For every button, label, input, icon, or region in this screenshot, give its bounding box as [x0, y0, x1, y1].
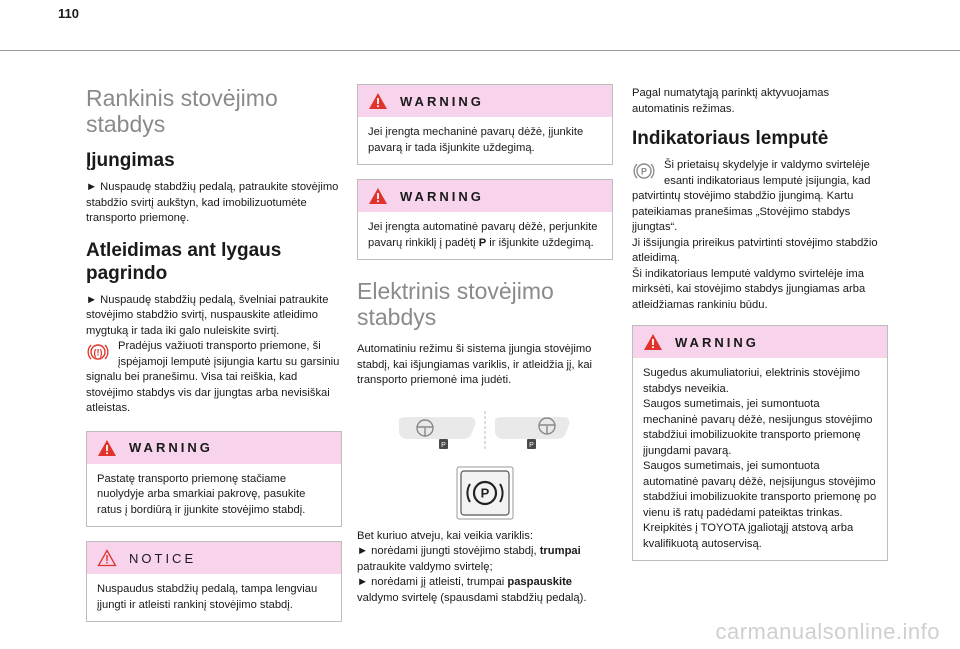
heading-release: Atleidimas ant lygaus pagrindo	[86, 239, 282, 284]
parking-brake-switch-icon	[457, 467, 513, 519]
bullet-text: patraukite valdymo svirtelę;	[357, 560, 493, 573]
warning-triangle-icon	[368, 187, 388, 205]
indicator-text-3: Ši indikatoriaus lemputė valdymo svirtelėje ima mirksėti, kai stovėjimo stabdys įjungiamas arba atleidžiamas rankiniu būdu.	[632, 267, 866, 311]
warning-line: Kreipkitės į TOYOTA įgaliotąjį atstovą arba kvalifikuotą autoservisą.	[643, 522, 854, 550]
svg-text:P: P	[529, 441, 534, 449]
heading-indicator: Indikatoriaus lemputė	[632, 128, 829, 149]
warning-box-manual-gearbox	[357, 84, 613, 165]
electric-brake-figure	[357, 405, 613, 521]
notice-text: Nuspaudus stabdžių pedalą, tampa lengviau įjungti ir atleisti rankinį stovėjimo stabdį.	[97, 583, 318, 611]
bullet-bold: trumpai	[539, 545, 581, 557]
header-rule	[0, 50, 960, 51]
warning-label: WARNING	[400, 188, 484, 204]
warning-label: WARNING	[400, 93, 484, 109]
warning-label: WARNING	[675, 334, 759, 350]
notice-triangle-icon	[97, 549, 117, 567]
page-number: 110	[58, 6, 79, 21]
section-title-electric-brake: Elektrinis stovėjimo stabdys	[357, 278, 554, 330]
section-title-manual-brake: Rankinis stovėjimo stabdys	[86, 85, 278, 137]
notice-box	[86, 541, 342, 622]
watermark: carmanualsonline.info	[715, 619, 940, 644]
warning-line: Saugos sumetimais, jei sumontuota mechaninė pavarų dėžė, nesijungus stovėjimo stabdžiui imobilizuokite transporto priemonę įjungdami pavarą.	[643, 398, 873, 457]
parking-brake-indicator-icon	[632, 159, 656, 183]
parking-brake-switch-illustration	[357, 405, 613, 521]
release-bullet	[357, 575, 613, 606]
warning-text: Pastatę transporto priemonę stačiame nuolydyje arba smarkiai pakrovę, pasukite ratus į bordiūrą ir įjunkite stovėjimo stabdį.	[97, 472, 306, 516]
warning-text	[368, 220, 602, 251]
warning-triangle-icon	[97, 439, 117, 457]
engine-running-text: Bet kuriuo atveju, kai veikia variklis:	[357, 529, 533, 542]
warning-triangle-icon	[368, 92, 388, 110]
warning-label: WARNING	[129, 440, 213, 455]
svg-text:(!): (!)	[93, 347, 103, 358]
svg-text:P: P	[640, 166, 648, 177]
electric-intro: Automatiniu režimu ši sistema įjungia stovėjimo stabdį, kai išjungiamas variklis, ir atleidžia jį, kai transporto priemonė ima judėti.	[357, 343, 593, 386]
warning-text-part: Jei įrengta automatinė pavarų dėžė, perjunkite pavarų rinkiklį į padėtį	[368, 221, 598, 249]
column-2	[357, 84, 613, 606]
release-text: ► Nuspaudę stabdžių pedalą, švelniai patraukite stovėjimo stabdžio svirtį, nuspauskite atleidimo mygtuką ir tada iki galo nuleiskite svirtį.	[86, 293, 329, 337]
warning-text: Jei įrengta mechaninė pavarų dėžė, įjunkite pavarą ir tada išjunkite uždegimą.	[368, 126, 584, 154]
engage-text: ► Nuspaudę stabdžių pedalą, patraukite stovėjimo stabdžio svirtį aukštyn, kad imobilizuotumėte transporto priemonę.	[86, 181, 339, 224]
default-mode-text: Pagal numatytąją parinktį aktyvuojamas automatinis režimas.	[632, 87, 830, 115]
column-1	[86, 72, 342, 636]
warning-box-slope	[86, 431, 342, 528]
indicator-text-2: Ji išsijungia prireikus patvirtinti stovėjimo stabdžio atleidimą.	[632, 236, 878, 264]
indicator-text: Ši prietaisų skydelyje ir valdymo svirtelėje esanti indikatoriaus lemputė įsijungia, kad patvirtintų stovėjimo stabdžio įjungimą. Kartu pateikiamas pranešimas „Stovėjimo stabdys įjungtas“.	[632, 159, 871, 233]
bullet-text: ► norėdami įjungti stovėjimo stabdį,	[357, 545, 540, 557]
parking-brake-indicator-icon	[86, 340, 110, 364]
svg-text:P: P	[441, 441, 446, 449]
bullet-text: valdymo svirtelę (spausdami stabdžių pedalą).	[357, 591, 587, 604]
release-indicator-text: Pradėjus važiuoti transporto priemone, ši įspėjamoji lemputė įsijungia kartu su garsiniu signalu bei pranešimu. Visa tai reiškia, kad stovėjimo stabdys vis dar įjungtas arba nevisiškai atleistas.	[86, 340, 340, 414]
apply-bullet	[357, 544, 613, 575]
warning-box-battery	[632, 325, 888, 561]
warning-text-bold: P	[478, 236, 487, 249]
warning-line: Saugos sumetimais, jei sumontuota automatinė pavarų dėžė, neįsijungus stovėjimo stabdžiui imobilizuokite transporto priemonę po vienu iš ratų padėdami pateiktas trinkas.	[643, 460, 877, 519]
warning-triangle-icon	[643, 333, 663, 351]
notice-label: NOTICE	[129, 550, 197, 566]
bullet-bold: paspauskite	[507, 576, 573, 588]
warning-text-part: ir išjunkite uždegimą.	[486, 236, 594, 249]
svg-text:P: P	[480, 485, 490, 500]
column-3	[632, 86, 888, 575]
bullet-text: ► norėdami jį atleisti, trumpai	[357, 576, 508, 588]
warning-box-automatic-gearbox	[357, 179, 613, 260]
warning-line: Sugedus akumuliatoriui, elektrinis stovėjimo stabdys neveikia.	[643, 367, 861, 395]
heading-engage: Įjungimas	[86, 150, 175, 171]
